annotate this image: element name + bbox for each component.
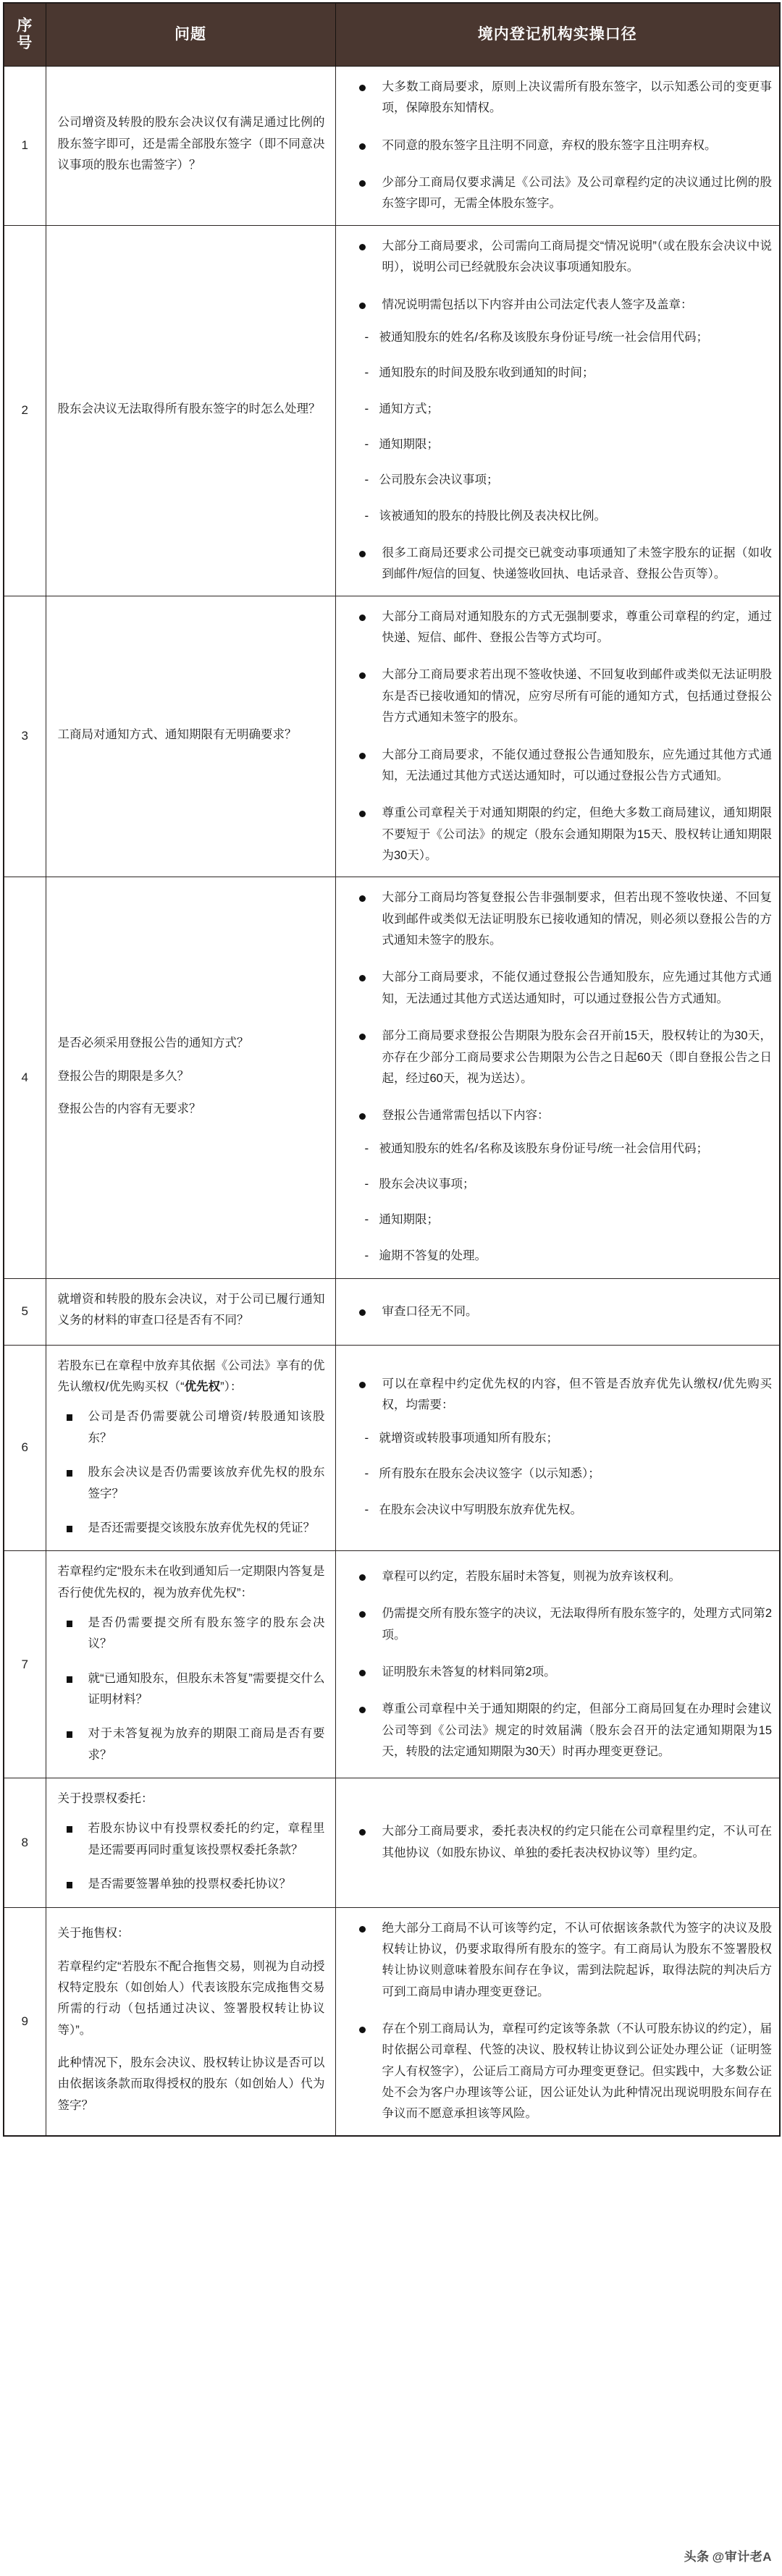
question-text-suffix: ”）：	[220, 1380, 243, 1394]
answer-bullet-list	[342, 607, 773, 867]
question-paragraph: 工商局对通知方式、通知期限有无明确要求？	[57, 727, 297, 741]
question-sub-item: 就“已通知股东，但股东未答复”需要提交什么证明材料？	[58, 1668, 325, 1711]
answer-dash-item: - 就增资或转股事项通知所有股东；	[359, 1428, 773, 1449]
answer-dash-item: - 该被通知的股东的持股比例及表决权比例。	[359, 506, 773, 527]
answer-bullet-item	[342, 236, 773, 279]
question-paragraph: 股东会决议无法取得所有股东签字的时怎么处理？	[57, 402, 321, 415]
answer-bullet-list	[342, 1374, 773, 1521]
question-sub-item: 是否仍需要提交所有股东签字的股东会决议？	[58, 1613, 325, 1655]
row-number: 3	[4, 596, 46, 877]
answer-bullet-text: 大部分工商局要求，委托表决权的约定只能在公司章程里约定，不认可在其他协议（如股东协议、单独的委托表决权协议等）里约定。	[382, 1825, 772, 1859]
answer-dash-item: - 被通知股东的姓名/名称及该股东身份证号/统一社会信用代码；	[359, 1139, 773, 1160]
question-paragraph: 若章程约定“若股东不配合拖售交易，则视为自动授权特定股东（如创始人）代表该股东完成拖售交易所需的行动（包括通过决议、签署股权转让协议等）”。	[57, 1959, 325, 2037]
column-header-question: 问题	[46, 3, 335, 67]
answer-bullet-text: 大部分工商局要求，公司需向工商局提交“情况说明”（或在股东会决议中说明），说明公司已经就股东会决议事项通知股东。	[382, 239, 772, 274]
answer-cell	[335, 1907, 780, 2136]
answer-bullet-item	[342, 745, 773, 787]
question-sub-item: 是否需要签署单独的投票权委托协议？	[58, 1874, 325, 1895]
question-cell	[46, 1279, 335, 1346]
table-header-row	[4, 3, 780, 67]
table-row	[4, 1778, 780, 1907]
qa-table	[3, 2, 781, 2137]
answer-bullet-item	[342, 543, 773, 586]
answer-bullet-list	[342, 236, 773, 586]
answer-bullet-text: 少部分工商局仅要求满足《公司法》及公司章程约定的决议通过比例的股东签字即可，无需全体股东签字。	[382, 176, 772, 211]
answer-bullet-item	[342, 803, 773, 866]
answer-cell	[335, 67, 780, 226]
column-header-answer: 境内登记机构实操口径	[335, 3, 780, 67]
answer-bullet-text: 绝大部分工商局不认可该等约定，不认可依据该条款代为签字的决议及股权转让协议，仍要求取得所有股东的签字。有工商局认为股东不签署股权转让协议则意味着股东间存在争议，需到法院起诉，取得法院的判决后方可到工商局申请办理变更登记。	[382, 1921, 772, 1998]
answer-cell	[335, 1345, 780, 1551]
question-paragraph: 公司增资及转股的股东会决议仅有满足通过比例的股东签字即可，还是需全部股东签字（即不同意决议事项的股东也需签字）？	[57, 116, 325, 172]
answer-dash-item: - 通知期限；	[359, 1209, 773, 1230]
answer-dash-item: - 在股东会决议中写明股东放弃优先权。	[359, 1500, 773, 1521]
answer-bullet-item	[342, 172, 773, 215]
question-paragraph: 关于投票权委托：	[57, 1792, 154, 1806]
answer-bullet-list	[342, 1301, 773, 1322]
answer-bullet-item	[342, 135, 773, 156]
answer-bullet-list	[342, 1918, 773, 2125]
answer-dash-item: - 通知方式；	[359, 399, 773, 420]
question-sub-item: 对于未答复视为放弃的期限工商局是否有要求？	[58, 1723, 325, 1766]
answer-bullet-item	[342, 887, 773, 951]
question-sub-item: 若股东协议中有投票权委托的约定，章程里是还需要再同时重复该投票权委托条款？	[58, 1818, 325, 1861]
question-sub-list	[58, 1406, 325, 1539]
question-sub-item: 是否还需要提交该股东放弃优先权的凭证？	[58, 1518, 325, 1539]
answer-bullet-text: 大部分工商局对通知股东的方式无强制要求，尊重公司章程的约定，通过快递、短信、邮件、登报公告等方式均可。	[382, 609, 772, 645]
question-sub-item: 公司是否仍需要就公司增资/转股通知该股东？	[58, 1406, 325, 1449]
answer-bullet-item	[342, 1374, 773, 1521]
answer-dash-list	[359, 1139, 773, 1267]
question-paragraph: 此种情况下，股东会决议、股权转让协议是否可以由依据该条款而取得授权的股东（如创始人）代为签字？	[57, 2056, 325, 2112]
answer-dash-item: - 股东会决议事项；	[359, 1174, 773, 1195]
table-body	[4, 67, 780, 2136]
answer-bullet-item	[342, 2019, 773, 2125]
question-paragraph	[58, 1356, 325, 1398]
answer-cell	[335, 596, 780, 877]
answer-dash-item: - 被通知股东的姓名/名称及该股东身份证号/统一社会信用代码；	[359, 327, 773, 348]
answer-bullet-text: 大部分工商局均答复登报公告非强制要求，但若出现不签收快递、不回复收到邮件或类似无法证明股东已接收通知的情况，则必须以登报公告的方式通知未签字的股东。	[382, 891, 772, 947]
answer-dash-list	[359, 1428, 773, 1521]
question-cell	[46, 1778, 335, 1907]
question-paragraph: 登报公告的期限是多久？	[57, 1069, 189, 1083]
answer-bullet-text: 很多工商局还要求公司提交已就变动事项通知了未签字股东的证据（如收到邮件/短信的回复、快递签收回执、电话录音、登报公告页等）。	[382, 546, 772, 581]
answer-bullet-item	[342, 967, 773, 1010]
row-number: 2	[4, 225, 46, 596]
answer-bullet-text: 仍需提交所有股东签字的决议，无法取得所有股东签字的，处理方式同第2项。	[382, 1607, 772, 1642]
question-sub-list	[58, 1613, 325, 1766]
answer-dash-item: - 通知股东的时间及股东收到通知的时间；	[359, 363, 773, 384]
row-number: 9	[4, 1907, 46, 2136]
row-number: 4	[4, 877, 46, 1279]
row-number: 7	[4, 1551, 46, 1778]
answer-bullet-item	[342, 295, 773, 528]
watermark-logo: 头条	[684, 2550, 710, 2564]
answer-bullet-item	[342, 1566, 773, 1587]
question-sub-list	[58, 1818, 325, 1895]
table-header	[4, 3, 780, 67]
answer-bullet-text: 尊重公司章程关于对通知期限的约定，但绝大多数工商局建议，通知期限不要短于《公司法》的规定（股东会通知期限为15天、股权转让通知期限为30天）。	[382, 806, 772, 862]
table-row	[4, 1279, 780, 1346]
answer-cell	[335, 225, 780, 596]
answer-bullet-item	[342, 1662, 773, 1683]
answer-bullet-text: 可以在章程中约定优先权的内容，但不管是否放弃优先认缴权/优先购买权，均需要：	[382, 1377, 772, 1412]
answer-cell	[335, 1279, 780, 1346]
answer-bullet-item	[342, 1821, 773, 1864]
answer-bullet-item	[342, 1918, 773, 2003]
table-row	[4, 877, 780, 1279]
answer-bullet-text: 存在个别工商局认为，章程可约定该等条款（不认可股东协议的约定），届时依据公司章程、代签的决议、股权转让协议到公证处办理公证（证明签字人有权签字），公证后工商局方可办理变更登记。但实践中，大多数公证处不会为客户办理该等公证，因公证处认为此种情况出现说明股东间存在争议而不愿意承担该等风险。	[382, 2022, 772, 2121]
answer-bullet-item	[342, 77, 773, 119]
column-header-number: 序 号	[4, 3, 46, 67]
answer-bullet-item	[342, 1603, 773, 1646]
question-cell	[46, 1551, 335, 1778]
row-number: 6	[4, 1345, 46, 1551]
question-paragraph: 关于拖售权：	[57, 1927, 130, 1941]
answer-bullet-list	[342, 77, 773, 215]
table-row	[4, 225, 780, 596]
answer-bullet-item	[342, 1301, 773, 1322]
answer-bullet-text: 大部分工商局要求，不能仅通过登报公告通知股东，应先通过其他方式通知，无法通过其他方式送达通知时，可以通过登报公告方式通知。	[382, 971, 772, 1005]
answer-bullet-text: 大多数工商局要求，原则上决议需所有股东签字，以示知悉公司的变更事项，保障股东知情权。	[382, 80, 772, 115]
answer-dash-item: - 逾期不答复的处理。	[359, 1246, 773, 1267]
answer-bullet-text: 部分工商局要求登报公告期限为股东会召开前15天，股权转让的为30天，亦存在少部分工商局要求公告期限为公告之日起60天（即自登报公告之日起，经过60天，视为送达）。	[382, 1029, 772, 1085]
answer-bullet-text: 章程可以约定，若股东届时未答复，则视为放弃该权利。	[382, 1569, 681, 1583]
question-text-emphasis: 优先权	[184, 1380, 221, 1394]
question-sub-item: 股东会决议是否仍需要该放弃优先权的股东签字？	[58, 1462, 325, 1505]
table-row	[4, 596, 780, 877]
watermark-handle: @审计老A	[712, 2550, 772, 2564]
answer-bullet-list	[342, 887, 773, 1267]
question-cell	[46, 1907, 335, 2136]
answer-cell	[335, 1778, 780, 1907]
question-cell	[46, 225, 335, 596]
answer-bullet-text: 情况说明需包括以下内容并由公司法定代表人签字及盖章：	[382, 297, 693, 311]
answer-bullet-text: 审查口径无不同。	[382, 1304, 478, 1318]
table-row	[4, 1907, 780, 2136]
table-row	[4, 67, 780, 226]
table-row	[4, 1551, 780, 1778]
answer-bullet-item	[342, 1105, 773, 1267]
answer-dash-item: - 通知期限；	[359, 434, 773, 455]
answer-bullet-text: 大部分工商局要求若出现不签收快递、不回复收到邮件或类似无法证明股东是否已接收通知的情况，应穷尽所有可能的通知方式，包括通过登报公告方式通知未签字的股东。	[382, 668, 772, 725]
row-number: 8	[4, 1778, 46, 1907]
answer-dash-item: - 所有股东在股东会决议签字（以示知悉）；	[359, 1464, 773, 1485]
answer-bullet-text: 不同意的股东签字且注明不同意，弃权的股东签字且注明弃权。	[382, 138, 717, 152]
watermark	[684, 2546, 772, 2564]
question-paragraph: 就增资和转股的股东会决议，对于公司已履行通知义务的材料的审查口径是否有不同？	[57, 1293, 325, 1327]
answer-dash-list	[359, 327, 773, 527]
table-row	[4, 1345, 780, 1551]
answer-bullet-item	[342, 1026, 773, 1089]
question-text-prefix: 若股东已在章程中放弃其依据《公司法》享有的优先认缴权/优先购买权（“	[57, 1359, 325, 1394]
question-cell	[46, 1345, 335, 1551]
answer-bullet-text: 证明股东未答复的材料同第2项。	[382, 1665, 556, 1678]
question-paragraph: 是否必须采用登报公告的通知方式？	[57, 1036, 249, 1050]
answer-dash-item: - 公司股东会决议事项；	[359, 470, 773, 491]
question-cell	[46, 877, 335, 1279]
row-number: 5	[4, 1279, 46, 1346]
question-paragraph: 若章程约定“股东未在收到通知后一定期限内答复是否行使优先权的，视为放弃优先权”：	[57, 1565, 325, 1600]
answer-bullet-text: 大部分工商局要求，不能仅通过登报公告通知股东，应先通过其他方式通知，无法通过其他方式送达通知时，可以通过登报公告方式通知。	[382, 748, 772, 782]
answer-bullet-text: 登报公告通常需包括以下内容：	[382, 1109, 550, 1123]
answer-bullet-list	[342, 1566, 773, 1763]
answer-cell	[335, 877, 780, 1279]
answer-bullet-list	[342, 1821, 773, 1864]
question-cell	[46, 596, 335, 877]
answer-bullet-item	[342, 664, 773, 728]
question-cell	[46, 67, 335, 226]
answer-bullet-item	[342, 607, 773, 649]
answer-bullet-text: 尊重公司章程中关于通知期限的约定，但部分工商局回复在办理时会建议公司等到《公司法》规定的时效届满（股东会召开的法定通知期限为15天，转股的法定通知期限为30天）时再办理变更登记。	[382, 1702, 772, 1759]
answer-bullet-item	[342, 1699, 773, 1762]
row-number: 1	[4, 67, 46, 226]
question-paragraph: 登报公告的内容有无要求？	[57, 1102, 201, 1115]
answer-cell	[335, 1551, 780, 1778]
